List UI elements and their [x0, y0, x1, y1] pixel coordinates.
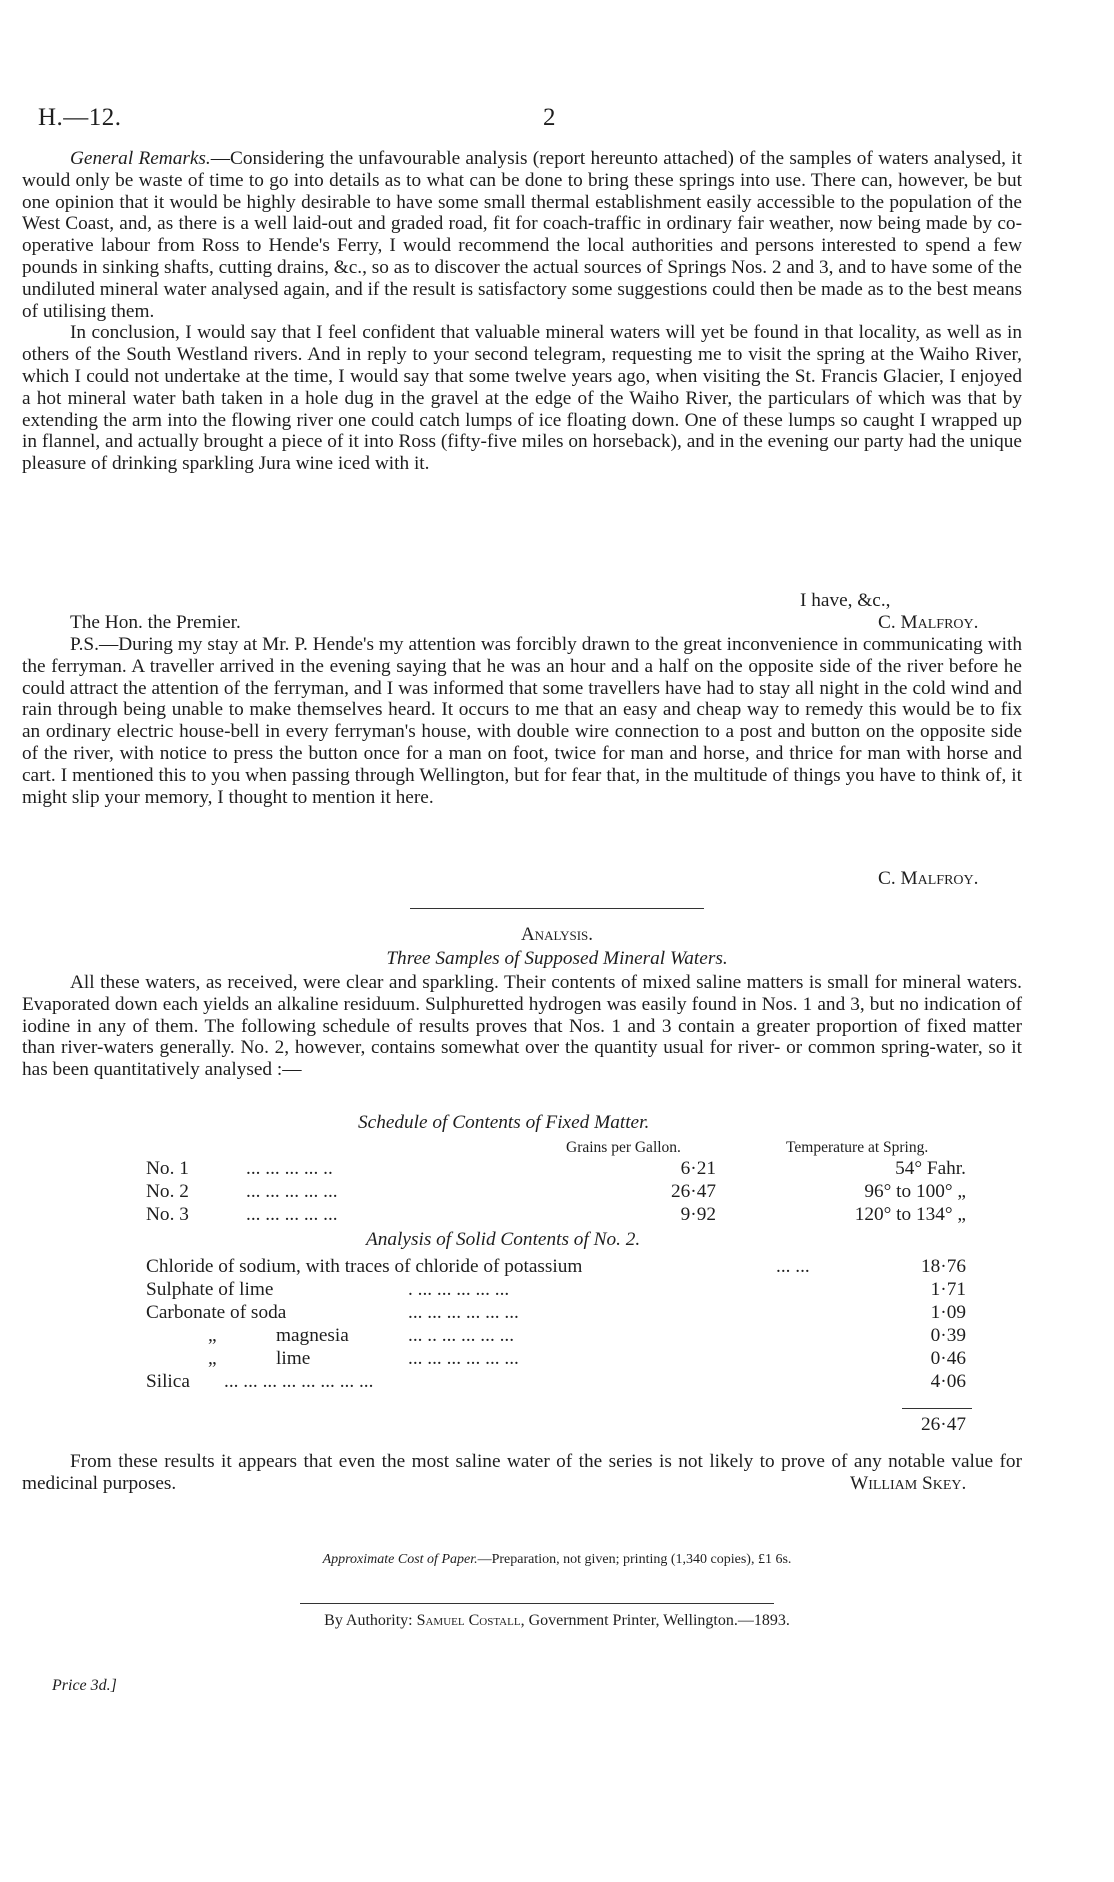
temperature-value: 96° to 100° „ [864, 1181, 966, 1202]
analysis-conclusion: From these results it appears that even the most saline water of the series is not likely to prove of any notable value for medicinal purposes. [22, 1451, 1022, 1494]
dot-leader: ... ... ... ... ... [246, 1204, 338, 1225]
solids-row [0, 1279, 1114, 1301]
schedule-row [0, 1204, 1114, 1226]
schedule-title: Schedule of Contents of Fixed Matter. [358, 1112, 650, 1133]
schedule-row [0, 1181, 1114, 1203]
dot-leader: . ... ... ... ... ... [408, 1279, 510, 1300]
dot-leader: ... ... ... ... .. [246, 1158, 333, 1179]
analysis-subheading: Three Samples of Supposed Mineral Waters. [386, 948, 728, 969]
general-remarks-paragraph [22, 148, 1022, 322]
solids-row [0, 1325, 1114, 1347]
series-number: H.—12. [38, 104, 122, 131]
analysis-body-block [22, 972, 1022, 1081]
grains-value: 26·47 [671, 1181, 716, 1202]
grains-value: 9·92 [680, 1204, 716, 1225]
solids-row [0, 1256, 1114, 1278]
temperature-header: Temperature at Spring. [786, 1139, 929, 1156]
cost-note [0, 1552, 1114, 1568]
authority-suffix: , Government Printer, Wellington.—1893. [520, 1612, 790, 1629]
solids-total-row [0, 1414, 1114, 1436]
solid-name: magnesia [276, 1325, 349, 1346]
temperature-value: 120° to 134° „ [854, 1204, 966, 1225]
dot-leader: ... ... ... ... ... ... ... ... [224, 1371, 374, 1392]
ditto-mark: „ [208, 1348, 217, 1369]
sample-name: No. 2 [146, 1181, 189, 1202]
analysis-heading: Analysis. [520, 924, 594, 945]
total-rule [902, 1408, 972, 1409]
sample-name: No. 1 [146, 1158, 189, 1179]
solid-value: 0·46 [930, 1348, 966, 1369]
postscript-block [22, 634, 1022, 808]
dot-leader: ... ... ... ... ... [246, 1181, 338, 1202]
cost-label: Approximate Cost of Paper. [322, 1552, 478, 1567]
footer-divider [300, 1603, 774, 1604]
grains-value: 6·21 [680, 1158, 716, 1179]
solids-row [0, 1302, 1114, 1324]
general-remarks-label: General Remarks. [70, 148, 211, 169]
solid-value: 4·06 [930, 1371, 966, 1392]
general-remarks-body: —Considering the unfavourable analysis (report hereunto attached) of the samples of waters analysed, it would only be waste of time to go into details as to what can be done to bring these springs into use. There can, however, be but one opinion that it would be highly desirable to have some small thermal establishment easily accessible to the population of the West Coast, and, as there is a well laid-out and graded road, fit for coach-traffic in ordinary fair weather, now being made by co-operative labour from Ross to Hende's Ferry, I would recommend the local authorities and persons interested to spend a few pounds in sinking shafts, cutting drains, &c., so as to discover the actual sources of Springs Nos. 2 and 3, and to have some of the undiluted mineral water analysed again, and if the result is satisfactory some suggestions could then be made as to the best means of utilising them. [22, 148, 1022, 322]
dot-leader: ... ... [776, 1256, 810, 1277]
authority-prefix: By Authority: [324, 1612, 413, 1629]
section-divider [410, 908, 704, 909]
printer-name: Samuel Costall [416, 1612, 521, 1629]
postscript-paragraph: P.S.—During my stay at Mr. P. Hende's my attention was forcibly drawn to the great inconvenience in communicating with the ferryman. A traveller arrived in the evening saying that he was an hour and a half on the opposite side of the river before he could attract the attention of the ferryman, and I was informed that some travellers have had to stay all night in the cold wind and rain through being unable to make themselves heard. It occurs to me that an easy and cheap way to remedy this would be to fix an ordinary electric house-bell in every ferryman's house, with double wire connection to a post and button on the opposite side of the river, with notice to press the button once for a man on foot, twice for man and horse, and thrice for man with horse and cart. I mentioned this to you when passing through Wellington, but for fear that, in the multitude of things you have to think of, it might slip your memory, I thought to mention it here. [22, 634, 1022, 808]
solid-name: Silica [146, 1371, 190, 1392]
dot-leader: ... ... ... ... ... ... [408, 1302, 519, 1323]
solid-value: 1·09 [930, 1302, 966, 1323]
solid-name: lime [276, 1348, 311, 1369]
ditto-mark: „ [208, 1325, 217, 1346]
sample-name: No. 3 [146, 1204, 189, 1225]
solid-name: Chloride of sodium, with traces of chloride of potassium [146, 1256, 583, 1277]
signature-skey: William Skey. [850, 1473, 967, 1494]
postscript-signature: C. Malfroy. [878, 868, 979, 889]
price: Price 3d.] [52, 1677, 117, 1694]
analysis-body: All these waters, as received, were clear and sparkling. Their contents of mixed saline matters is small for mineral waters. Evaporated down each yields an alkaline residuum. Sulphuretted hydrogen was easily found in Nos. 1 and 3, but no indication of iodine in any of them. The following schedule of results proves that Nos. 1 and 3 contain a greater proportion of fixed matter than river-waters generally. No. 2, however, contains somewhat over the quantity usual for river- or common spring-water, so it has been quantitatively analysed :— [22, 972, 1022, 1081]
dot-leader: ... .. ... ... ... ... [408, 1325, 515, 1346]
solid-value: 18·76 [921, 1256, 966, 1277]
solids-row [0, 1371, 1114, 1393]
page-number: 2 [543, 104, 556, 131]
temperature-value: 54° Fahr. [895, 1158, 966, 1179]
solids-total: 26·47 [921, 1414, 966, 1435]
solid-value: 0·39 [930, 1325, 966, 1346]
solid-value: 1·71 [930, 1279, 966, 1300]
signature-malfroy: C. Malfroy. [878, 612, 979, 633]
schedule-row [0, 1158, 1114, 1180]
solids-row [0, 1348, 1114, 1370]
general-remarks-block [22, 148, 1022, 475]
solids-title: Analysis of Solid Contents of No. 2. [366, 1229, 641, 1250]
solid-name: Carbonate of soda [146, 1302, 287, 1323]
authority-line [0, 1612, 1114, 1630]
addressee: The Hon. the Premier. [70, 612, 241, 633]
solid-name: Sulphate of lime [146, 1279, 274, 1300]
cost-text: —Preparation, not given; printing (1,340 copies), £1 6s. [477, 1552, 792, 1567]
sign-off: I have, &c., [800, 590, 891, 611]
dot-leader: ... ... ... ... ... ... [408, 1348, 519, 1369]
grains-header: Grains per Gallon. [566, 1139, 681, 1156]
conclusion-paragraph: In conclusion, I would say that I feel confident that valuable mineral waters will yet be found in that locality, as well as in others of the South Westland rivers. And in reply to your second telegram, requesting me to visit the spring at the Waiho River, which I could not undertake at the time, I would say that some twelve years ago, when visiting the St. Francis Glacier, I enjoyed a hot mineral water bath taken in a hole dug in the gravel at the edge of the Waiho River, the particulars of which was that by extending the arm into the flowing river one could catch lumps of ice floating down. One of these lumps so caught I wrapped up in flannel, and actually brought a piece of it into Ross (fifty-five miles on horseback), and in the evening our party had the unique pleasure of drinking sparkling Jura wine iced with it. [22, 322, 1022, 475]
